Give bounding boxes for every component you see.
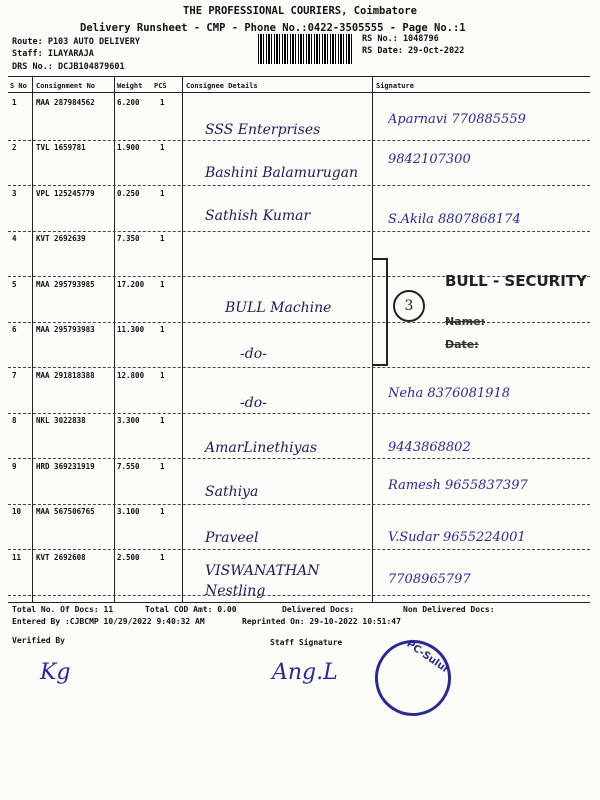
row-consignee: -do-: [240, 395, 267, 411]
row-weight: 0.250: [117, 189, 140, 198]
row-sno: 8: [12, 416, 17, 425]
total-docs: Total No. Of Docs: 11: [12, 605, 114, 614]
verified-by-label: Verified By: [12, 636, 65, 645]
row-separator: [8, 458, 590, 459]
row-separator: [8, 413, 590, 414]
row-sno: 1: [12, 98, 17, 107]
bull-security-stamp: BULL - SECURITY: [445, 272, 587, 290]
row-consignment-no: VPL 125245779: [36, 189, 95, 198]
delivered-docs: Delivered Docs:: [282, 605, 355, 614]
row-separator: [8, 595, 590, 596]
row-consignee: Bashini Balamurugan: [205, 165, 359, 181]
row-sno: 11: [12, 553, 22, 562]
row-signature: S.Akila 8807868174: [388, 212, 521, 227]
row-consignee: Nestling: [205, 583, 266, 599]
row-pcs: 1: [160, 507, 165, 516]
runsheet-subtitle: Delivery Runsheet - CMP - Phone No.:0422-3505555 - Page No.:1: [80, 22, 466, 34]
verified-initials: Kg: [40, 660, 71, 685]
reprinted-on: Reprinted On: 29-10-2022 10:51:47: [242, 617, 401, 626]
row-pcs: 1: [160, 325, 165, 334]
row-consignment-no: MAA 291818388: [36, 371, 95, 380]
row-consignment-no: MAA 567506765: [36, 507, 95, 516]
row-sno: 10: [12, 507, 22, 516]
col-divider: [114, 76, 115, 602]
row-consignment-no: MAA 295793983: [36, 325, 95, 334]
rs-number: RS No.: 1048796: [362, 34, 439, 44]
circled-count: 3: [393, 290, 425, 322]
row-weight: 1.900: [117, 143, 140, 152]
row-sno: 7: [12, 371, 17, 380]
row-pcs: 1: [160, 234, 165, 243]
staff-label: Staff: ILAYARAJA: [12, 49, 94, 59]
row-separator: [8, 185, 590, 186]
row-pcs: 1: [160, 416, 165, 425]
col-divider: [32, 76, 33, 602]
col-header-consignment: Consignment No: [36, 82, 96, 90]
row-consignee: SSS Enterprises: [205, 122, 321, 138]
row-signature: Ramesh 9655837397: [388, 478, 528, 493]
row-separator: [8, 140, 590, 141]
row-consignment-no: MAA 295793985: [36, 280, 95, 289]
row-pcs: 1: [160, 553, 165, 562]
col-header-signature: Signature: [376, 82, 414, 90]
row-pcs: 1: [160, 371, 165, 380]
staff-signature-mark: Ang.L: [272, 660, 338, 685]
route-label: Route: P103 AUTO DELIVERY: [12, 37, 140, 47]
row-consignment-no: MAA 287984562: [36, 98, 95, 107]
row-consignment-no: TVL 1659781: [36, 143, 86, 152]
col-divider: [182, 76, 183, 602]
office-seal: [360, 625, 466, 731]
row-signature: Aparnavi 770885559: [388, 112, 526, 127]
row-weight: 2.500: [117, 553, 140, 562]
non-delivered-docs: Non Delivered Docs:: [403, 605, 495, 614]
document-title: THE PROFESSIONAL COURIERS, Coimbatore: [183, 5, 417, 17]
entered-by: Entered By :CJBCMP 10/29/2022 9:40:32 AM: [12, 617, 205, 626]
row-signature: 7708965797: [388, 572, 471, 587]
row-pcs: 1: [160, 143, 165, 152]
row-pcs: 1: [160, 98, 165, 107]
row-separator: [8, 231, 590, 232]
row-consignee: AmarLinethiyas: [205, 440, 318, 456]
row-weight: 3.300: [117, 416, 140, 425]
row-weight: 3.100: [117, 507, 140, 516]
bull-name-label: Name:: [445, 315, 485, 328]
row-weight: 17.200: [117, 280, 145, 289]
row-consignee: -do-: [240, 346, 267, 362]
row-consignment-no: NKL 3022838: [36, 416, 86, 425]
rs-date: RS Date: 29-Oct-2022: [362, 46, 465, 56]
row-sno: 2: [12, 143, 17, 152]
row-weight: 11.300: [117, 325, 145, 334]
row-separator: [8, 367, 590, 368]
drs-number: DRS No.: DCJB104879601: [12, 62, 125, 72]
row-consignment-no: HRD 369231919: [36, 462, 95, 471]
total-cod: Total COD Amt: 0.00: [145, 605, 237, 614]
col-header-weight: Weight: [117, 82, 143, 90]
table-header-rule: [8, 92, 590, 93]
row-signature: 9842107300: [388, 152, 471, 167]
col-header-pcs: PCS: [154, 82, 167, 90]
staff-signature-label: Staff Signature: [270, 638, 343, 647]
col-header-consignee: Consignee Details: [186, 82, 258, 90]
row-pcs: 1: [160, 280, 165, 289]
grouping-bracket: [372, 258, 388, 366]
row-weight: 12.800: [117, 371, 145, 380]
col-header-sno: S No: [10, 82, 27, 90]
row-separator: [8, 549, 590, 550]
row-consignee: Sathish Kumar: [205, 208, 311, 224]
row-weight: 7.350: [117, 234, 140, 243]
row-sno: 6: [12, 325, 17, 334]
row-weight: 6.200: [117, 98, 140, 107]
row-consignment-no: KVT 2692608: [36, 553, 86, 562]
table-bottom-rule: [8, 602, 590, 603]
barcode: [258, 34, 353, 64]
row-pcs: 1: [160, 462, 165, 471]
row-signature: V.Sudar 9655224001: [388, 530, 526, 545]
row-signature: 9443868802: [388, 440, 471, 455]
row-consignee: Sathiya: [205, 484, 259, 500]
row-signature: Neha 8376081918: [388, 386, 511, 401]
row-sno: 4: [12, 234, 17, 243]
row-consignment-no: KVT 2692639: [36, 234, 86, 243]
row-separator: [8, 504, 590, 505]
row-pcs: 1: [160, 189, 165, 198]
office-seal-text: PC-Sulur: [404, 638, 451, 676]
bull-date-label: Date:: [445, 338, 479, 351]
table-top-rule: [8, 76, 590, 77]
row-separator: [8, 322, 590, 323]
row-sno: 3: [12, 189, 17, 198]
row-consignee: Praveel: [205, 530, 259, 546]
row-sno: 9: [12, 462, 17, 471]
row-consignee: VISWANATHAN: [205, 563, 320, 579]
row-sno: 5: [12, 280, 17, 289]
row-weight: 7.550: [117, 462, 140, 471]
row-consignee: BULL Machine: [225, 300, 332, 316]
